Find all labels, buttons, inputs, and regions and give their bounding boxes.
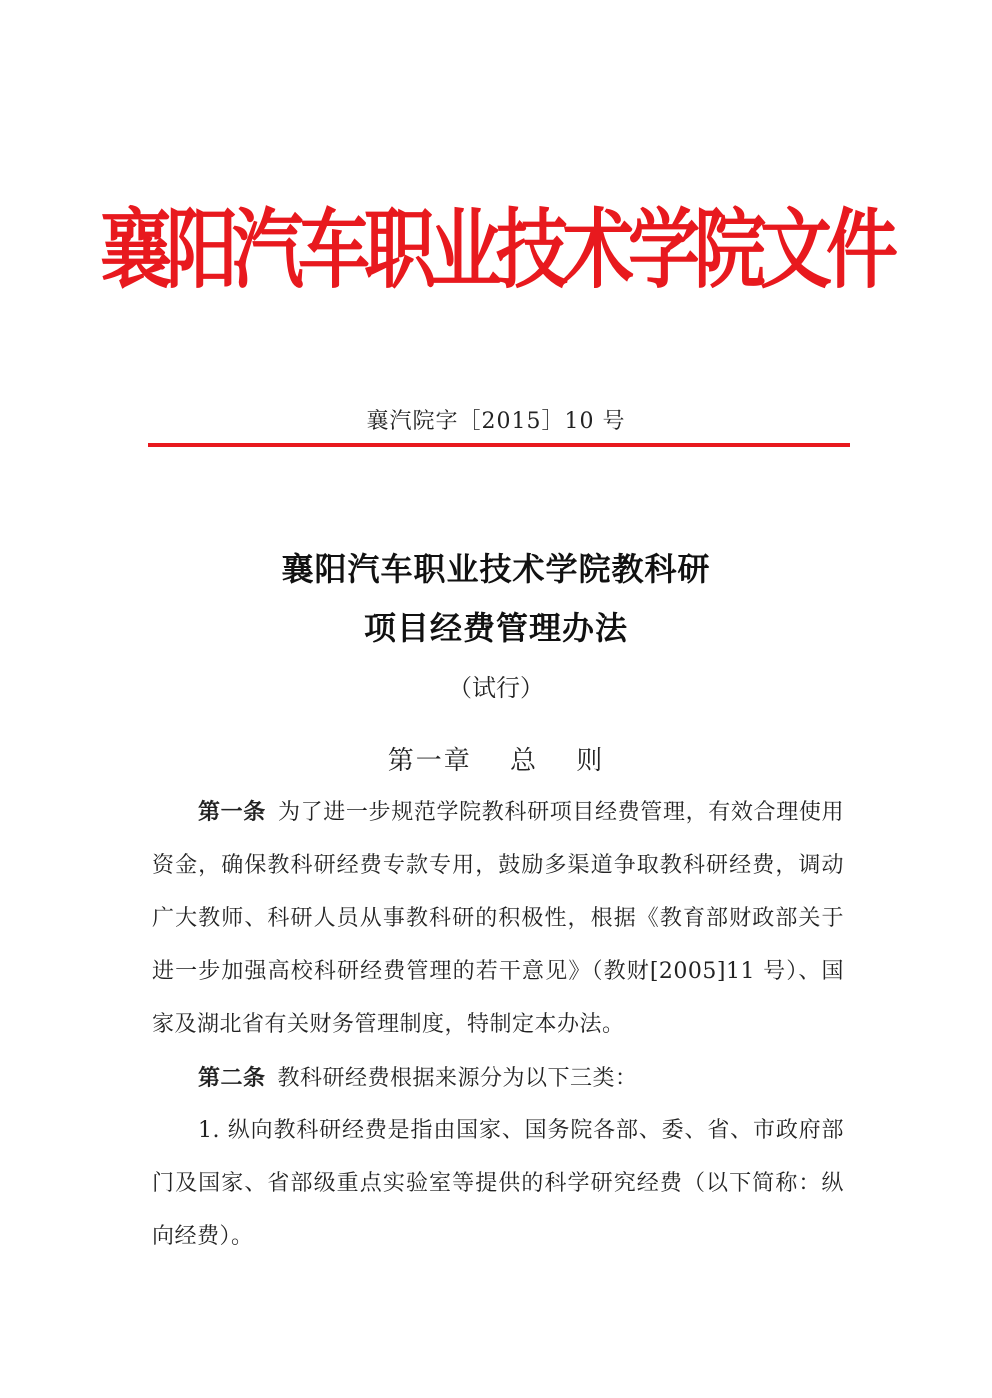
item-1-paragraph [152,1104,844,1263]
article-1-text: 为了进一步规范学院教科研项目经费管理，有效合理使用资金，确保教科研经费专款专用，鼓励多渠道争取教科研经费，调动广大教师、科研人员从事教科研的积极性，根据《教育部财政部关于进一步加强高校科研经费管理的若干意见》（教财[2005]11 号）、国家及湖北省有关财务管理制度，特制定本办法。 [152,800,844,1037]
document-number: 襄汽院字［2015］10 号 [366,409,626,434]
article-2-paragraph [152,1052,844,1105]
document-header-title: 襄阳汽车职业技术学院文件 [99,199,892,300]
red-divider [148,443,850,447]
article-2-label: 第二条 [198,1066,266,1091]
document-title-line2: 项目经费管理办法 [363,609,628,647]
item-1-text: 1. 纵向教科研经费是指由国家、国务院各部、委、省、市政府部门及国家、省部级重点实验室等提供的科学研究经费（以下简称：纵向经费）。 [152,1118,844,1249]
document-subtitle: （试行） [448,674,544,702]
article-2-text: 教科研经费根据来源分为以下三类： [277,1066,638,1091]
document-title-line1: 襄阳汽车职业技术学院教科研 [281,550,711,588]
chapter-heading: 第一章 总 则 [387,746,605,776]
article-1-label: 第一条 [198,800,266,825]
article-1-paragraph [152,786,844,1051]
